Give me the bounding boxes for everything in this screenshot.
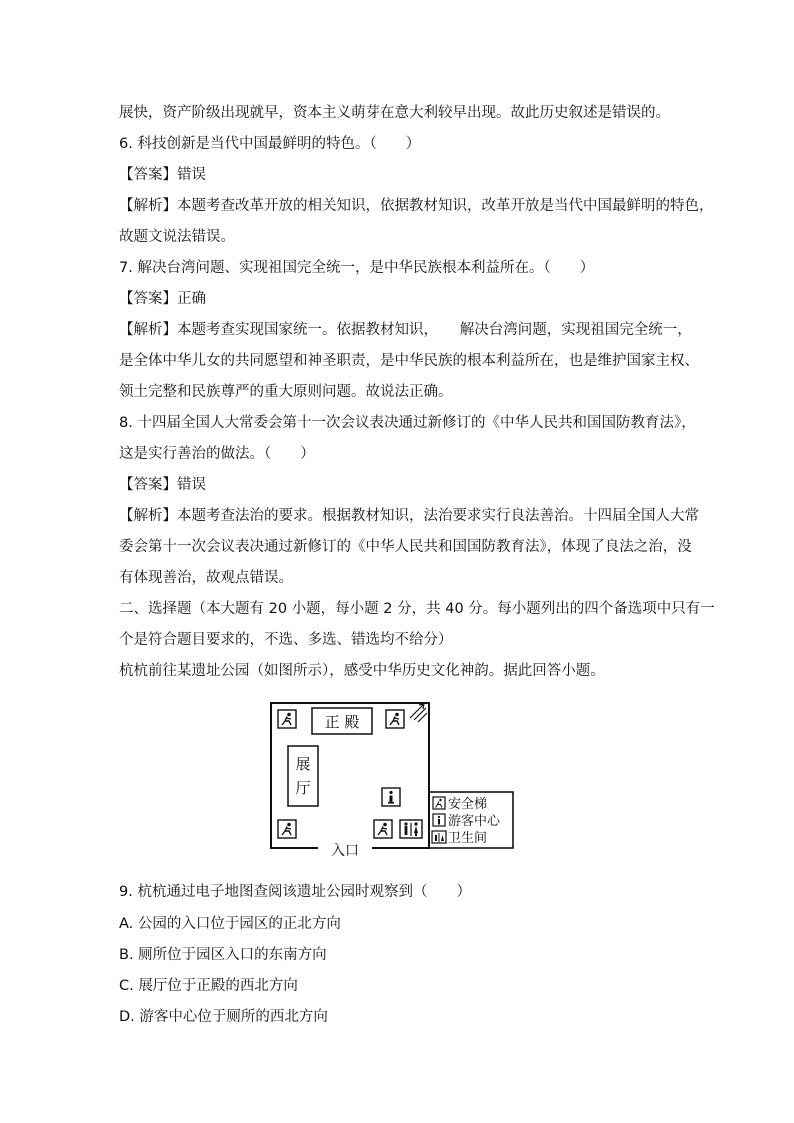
text-line: 展快，资产阶级出现就早，资本主义萌芽在意大利较早出现。故此历史叙述是错误的。 (119, 105, 670, 121)
answer-label: 【答案】正确 (119, 291, 206, 307)
analysis-text: 【解析】本题考查法治的要求。根据教材知识，法治要求实行良法善治。十四届全国人大常 (119, 508, 699, 524)
safety-stair-icon (278, 820, 296, 838)
analysis-text: 【解析】本题考查实现国家统一。依据教材知识， 解决台湾问题，实现祖国完全统一， (119, 322, 692, 338)
compass-north-icon (410, 704, 427, 722)
question-8-cont: 这是实行善治的做法。（ ） (119, 446, 315, 462)
analysis-text: 领土完整和民族尊严的重大原则问题。故说法正确。 (119, 384, 453, 400)
main-hall-label: 正 殿 (324, 713, 360, 731)
legend-visitor-center: 游客中心 (448, 814, 501, 829)
option-d[interactable]: D. 游客中心位于厕所的西北方向 (119, 1009, 328, 1025)
safety-stair-icon (278, 710, 296, 728)
entrance-label: 入口 (331, 843, 359, 859)
option-a[interactable]: A. 公园的入口位于园区的正北方向 (119, 916, 341, 932)
map-intro: 杭杭前往某遗址公园（如图所示），感受中华历史文化神韵。据此回答小题。 (119, 663, 605, 679)
analysis-text: 是全体中华儿女的共同愿望和神圣职责，是中华民族的根本利益所在，也是维护国家主权、 (119, 353, 699, 369)
answer-label: 【答案】错误 (119, 477, 206, 493)
safety-stair-icon (374, 820, 392, 838)
restroom-icon (400, 820, 422, 838)
legend-restroom: 卫生间 (448, 831, 488, 846)
exhibition-hall-label-2: 厅 (295, 779, 311, 797)
section-heading-cont: 个是符合题目要求的，不选、多选、错选均不给分） (119, 632, 453, 648)
question-7: 7. 解决台湾问题、实现祖国完全统一，是中华民族根本利益所在。（ ） (119, 260, 595, 276)
analysis-text: 有体现善治，故观点错误。 (119, 570, 293, 586)
answer-label: 【答案】错误 (119, 167, 206, 183)
analysis-text: 【解析】本题考查改革开放的相关知识，依据教材知识，改革开放是当代中国最鲜明的特色， (119, 198, 714, 214)
visitor-center-icon (382, 788, 400, 806)
park-map (268, 700, 518, 860)
section-heading: 二、选择题（本大题有 20 小题，每小题 2 分，共 40 分。每小题列出的四个备选项中只有一 (119, 601, 715, 617)
question-9: 9. 杭杭通过电子地图查阅该遗址公园时观察到（ ） (119, 884, 471, 900)
map-legend (432, 796, 501, 846)
park-map-svg (268, 700, 518, 860)
legend-safety-stair: 安全梯 (448, 797, 488, 812)
analysis-text: 故题文说法错误。 (119, 229, 235, 245)
analysis-text: 委会第十一次会议表决通过新修订的《中华人民共和国国防教育法》，体现了良法之治，没 (119, 539, 692, 555)
question-8: 8. 十四届全国人大常委会第十一次会议表决通过新修订的《中华人民共和国国防教育法》， (119, 415, 696, 431)
safety-stair-icon (386, 710, 404, 728)
option-b[interactable]: B. 厕所位于园区入口的东南方向 (119, 947, 327, 963)
exhibition-hall-label-1: 展 (295, 755, 311, 773)
question-6: 6. 科技创新是当代中国最鲜明的特色。（ ） (119, 136, 421, 152)
option-c[interactable]: C. 展厅位于正殿的西北方向 (119, 978, 298, 994)
